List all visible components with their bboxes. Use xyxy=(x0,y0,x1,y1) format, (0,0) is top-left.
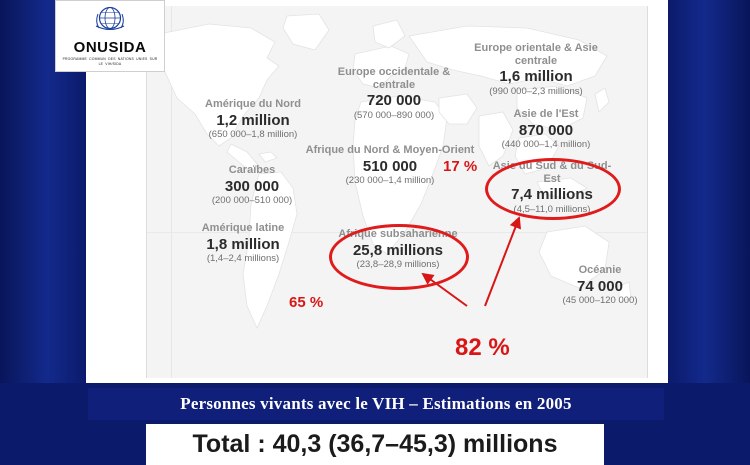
percentage-afrique-subsaharienne: 65 % xyxy=(289,294,324,311)
world-map-panel xyxy=(146,6,648,378)
onusida-logo-subtitle: PROGRAMME COMMUN DES NATIONS UNIES SUR LE VIH/SIDA xyxy=(62,57,158,66)
region-label-asie-du-sud-sud-est: Asie du Sud & du Sud-Est 7,4 millions (4,5–11,0 millions) xyxy=(492,160,612,215)
total-text: Total : 40,3 (36,7–45,3) millions xyxy=(192,430,558,458)
caption-text: Personnes vivants avec le VIH – Estimations en 2005 xyxy=(180,394,572,413)
percentage-asie-du-sud: 17 % xyxy=(443,158,478,175)
total-box xyxy=(146,424,604,465)
region-label-afrique-subsaharienne: Afrique subsaharienne 25,8 millions (23,8–28,9 millions) xyxy=(338,228,458,270)
region-label-europe-orientale-asie-centrale: Europe orientale & Asie centrale 1,6 million (990 000–2,3 millions) xyxy=(474,42,598,97)
region-label-oceanie: Océanie 74 000 (45 000–120 000) xyxy=(562,264,638,306)
caption-bar xyxy=(88,388,664,420)
region-label-europe-occidentale-centrale: Europe occidentale & centrale 720 000 (570 000–890 000) xyxy=(337,66,451,121)
region-label-caraibes: Caraïbes 300 000 (200 000–510 000) xyxy=(211,164,293,206)
region-label-afrique-du-nord-moyen-orient: Afrique du Nord & Moyen-Orient 510 000 (230 000–1,4 million) xyxy=(305,144,475,186)
onusida-logo xyxy=(55,0,165,72)
region-label-asie-de-lest: Asie de l'Est 870 000 (440 000–1,4 million) xyxy=(501,108,591,150)
un-globe-emblem-icon xyxy=(93,4,127,34)
region-label-amerique-latine: Amérique latine 1,8 million (1,4–2,4 millions) xyxy=(201,222,285,264)
region-label-amerique-du-nord: Amérique du Nord 1,2 million (650 000–1,8 million) xyxy=(205,98,301,140)
percentage-total: 82 % xyxy=(455,334,510,361)
top-white-strip xyxy=(86,0,668,4)
onusida-logo-title: ONUSIDA xyxy=(73,39,147,56)
